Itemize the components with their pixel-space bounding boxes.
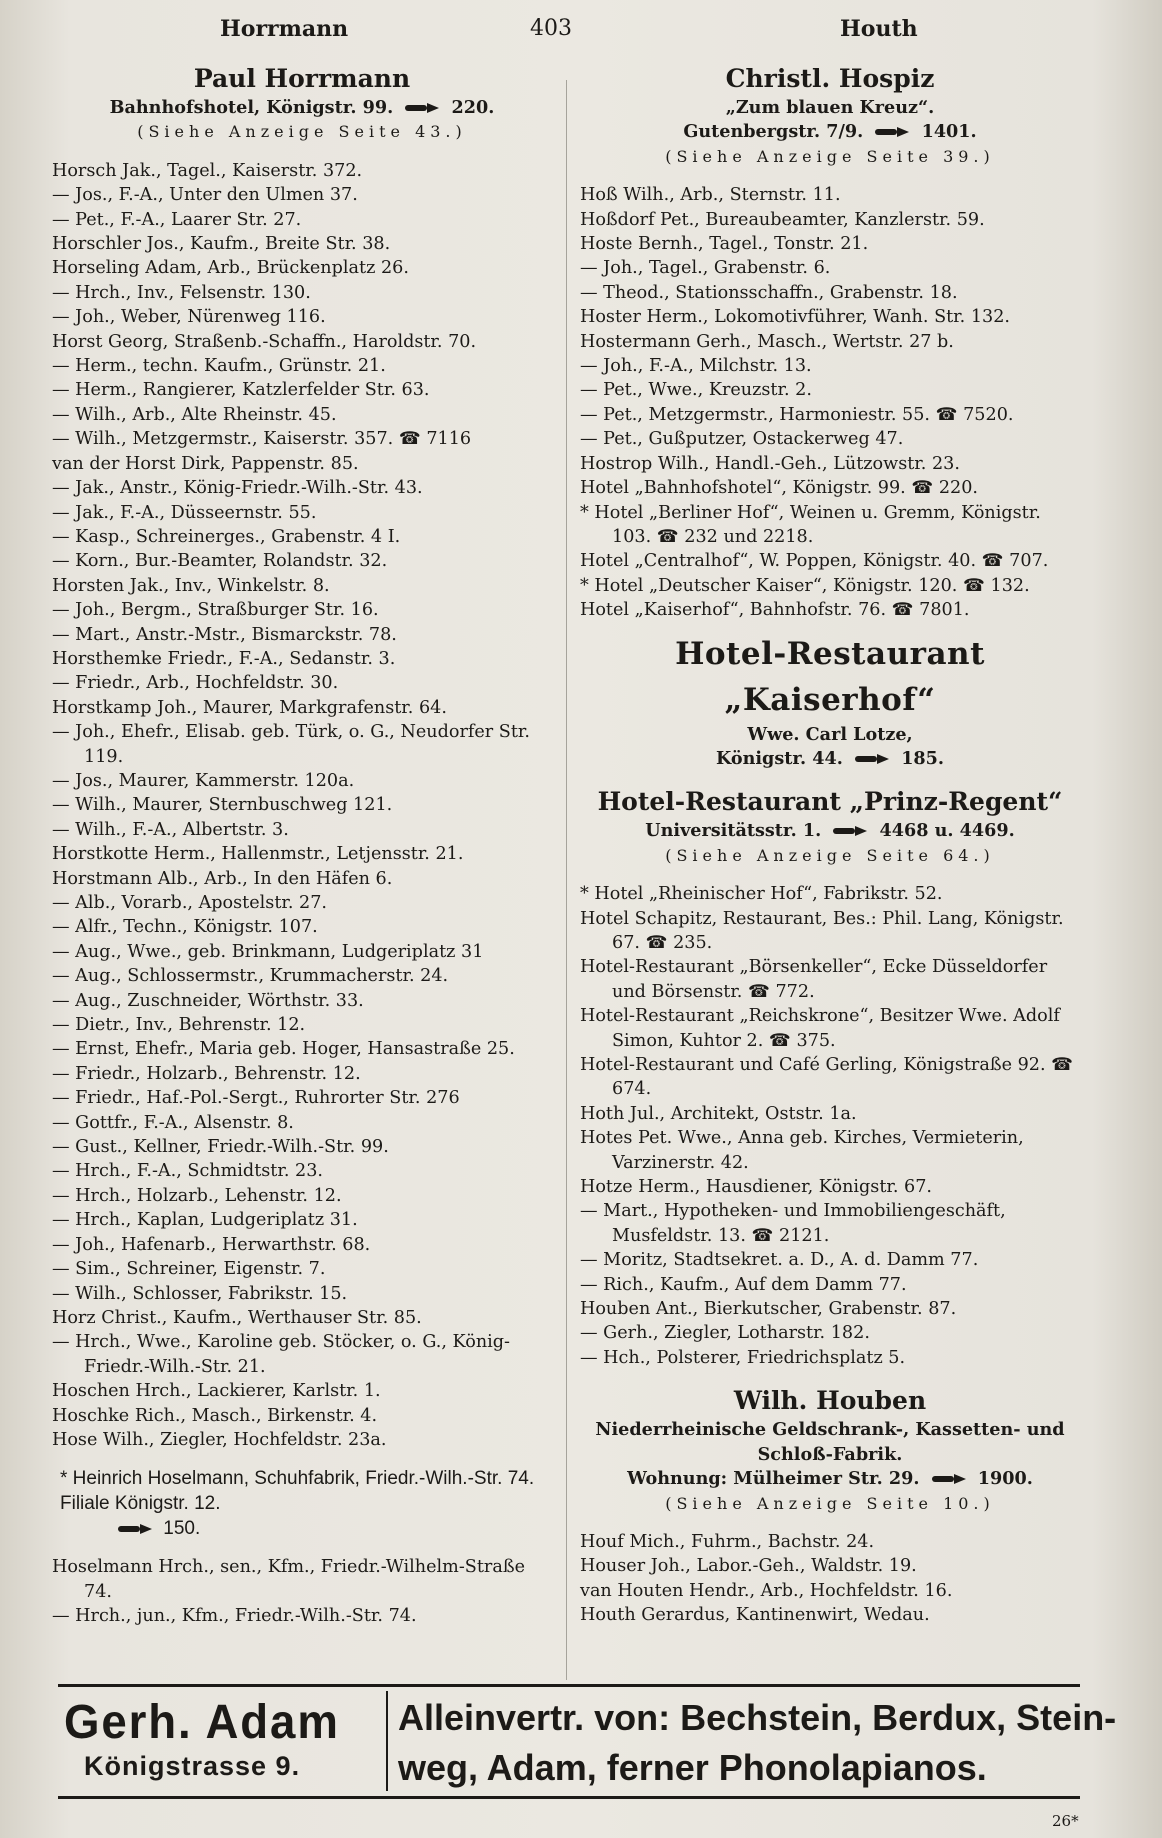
directory-entry: Horsten Jak., Inv., Winkelstr. 8. <box>52 575 330 596</box>
directory-entry: — Pet., Metzgermstr., Harmoniestr. 55. ☎ 7520. <box>580 404 1014 425</box>
footer-line-1: Alleinvertr. von: Bechstein, Berdux, Stein- <box>398 1697 1117 1738</box>
directory-entry: * Hotel „Rheinischer Hof“, Fabrikstr. 52. <box>580 884 943 905</box>
directory-entry: — Joh., Tagel., Grabenstr. 6. <box>580 258 831 279</box>
directory-entry: — Jos., F.-A., Unter den Ulmen 37. <box>52 185 358 206</box>
directory-entry: — Jak., Anstr., König-Friedr.-Wilh.-Str. 43. <box>52 478 423 499</box>
ad-line <box>52 96 552 120</box>
directory-entry: — Hrch., Kaplan, Ludgeriplatz 31. <box>52 1210 358 1231</box>
footer-address: Königstrasse 9. <box>84 1751 301 1781</box>
ad-line <box>580 747 1080 771</box>
spacer <box>52 145 552 159</box>
telephone-icon <box>875 127 909 137</box>
directory-entry: — Rich., Kaufm., Auf dem Damm 77. <box>580 1274 907 1295</box>
directory-entry: Houth Gerardus, Kantinenwirt, Wedau. <box>580 1605 930 1626</box>
ad-reference: (Siehe Anzeige Seite 43.) <box>137 122 467 142</box>
directory-entry: — Wilh., Arb., Alte Rheinstr. 45. <box>52 404 337 425</box>
directory-entry: van Houten Hendr., Arb., Hochfeldstr. 16. <box>580 1580 953 1601</box>
directory-entry: — Dietr., Inv., Behrenstr. 12. <box>52 1015 306 1036</box>
header-left-keyword: Horrmann <box>220 16 349 42</box>
ad-phone: 185. <box>901 747 945 769</box>
directory-entry: — Gerh., Ziegler, Lotharstr. 182. <box>580 1323 870 1344</box>
telephone-icon <box>932 1474 966 1484</box>
directory-entry: Houben Ant., Bierkutscher, Grabenstr. 87. <box>580 1299 957 1320</box>
ad-address: Universitätsstr. 1. <box>645 820 822 842</box>
ad-title: Paul Horrmann <box>193 64 411 93</box>
telephone-icon <box>118 1524 152 1534</box>
directory-entry: — Pet., Wwe., Kreuzstr. 2. <box>580 380 812 401</box>
entry-list <box>52 1555 552 1628</box>
right-column <box>580 62 1080 1628</box>
directory-entry: Hoselmann Hrch., sen., Kfm., Friedr.-Wilhelm-Straße 74. <box>52 1557 525 1602</box>
ad-line <box>580 120 1080 144</box>
ad-hospiz <box>580 62 1080 169</box>
directory-entry: Horschler Jos., Kaufm., Breite Str. 38. <box>52 234 391 255</box>
column-divider <box>566 80 567 1680</box>
ad-title: Hotel-Restaurant „Kaiserhof“ <box>675 635 985 718</box>
footer-separator <box>386 1691 388 1791</box>
footer-line-2: weg, Adam, ferner Phonolapianos. <box>398 1747 987 1788</box>
spacer <box>580 1516 1080 1530</box>
ad-kaiserhof <box>580 631 1080 772</box>
entry-list <box>580 882 1080 1370</box>
directory-entry: Horseling Adam, Arb., Brückenplatz 26. <box>52 258 409 279</box>
directory-entry: Hotes Pet. Wwe., Anna geb. Kirches, Vermieterin, Varzinerstr. 42. <box>580 1128 1024 1173</box>
header-right-keyword: Houth <box>840 16 918 42</box>
directory-entry: — Friedr., Holzarb., Behrenstr. 12. <box>52 1063 361 1084</box>
directory-entry: Hotel-Restaurant und Café Gerling, Königstraße 92. ☎ 674. <box>580 1055 1074 1100</box>
spacer <box>580 169 1080 183</box>
directory-entry: Houser Joh., Labor.-Geh., Waldstr. 19. <box>580 1556 917 1577</box>
directory-entry: Hoth Jul., Architekt, Oststr. 1a. <box>580 1103 857 1124</box>
directory-entry: Hoßdorf Pet., Bureaubeamter, Kanzlerstr. 59. <box>580 209 985 230</box>
ad-address: Wohnung: Mülheimer Str. 29. <box>627 1468 920 1490</box>
directory-entry: — Alb., Vorarb., Apostelstr. 27. <box>52 893 328 913</box>
directory-entry: — Herm., techn. Kaufm., Grünstr. 21. <box>52 356 386 377</box>
directory-entry: — Gottfr., F.-A., Alsenstr. 8. <box>52 1112 294 1133</box>
directory-entry: — Wilh., Maurer, Sternbuschweg 121. <box>52 795 393 816</box>
directory-entry: — Herm., Rangierer, Katzlerfelder Str. 63. <box>52 380 430 401</box>
ad-phone: 1401. <box>921 121 977 143</box>
directory-entry: Hoste Bernh., Tagel., Tonstr. 21. <box>580 234 869 255</box>
ad-phone-line <box>60 1516 552 1541</box>
directory-entry: — Wilh., Metzgermstr., Kaiserstr. 357. ☎ 7116 <box>52 429 472 450</box>
directory-entry: Hoß Wilh., Arb., Sternstr. 11. <box>580 185 841 206</box>
ad-phone: 1900. <box>977 1468 1033 1490</box>
directory-entry: Hotel Schapitz, Restaurant, Bes.: Phil. Lang, Königstr. 67. ☎ 235. <box>580 908 1064 953</box>
ad-line <box>580 1467 1080 1491</box>
directory-entry: — Gust., Kellner, Friedr.-Wilh.-Str. 99. <box>52 1137 389 1158</box>
ad-hoselmann <box>52 1466 552 1541</box>
directory-entry: — Ernst, Ehefr., Maria geb. Hoger, Hansastraße 25. <box>52 1039 515 1060</box>
directory-entry: — Aug., Zuschneider, Wörthstr. 33. <box>52 990 364 1011</box>
ad-reference: (Siehe Anzeige Seite 64.) <box>665 845 995 865</box>
spacer <box>580 1370 1080 1384</box>
directory-entry: — Joh., Ehefr., Elisab. geb. Türk, o. G., Neudorfer Str. 119. <box>52 722 530 767</box>
spacer <box>580 771 1080 785</box>
ad-phone: 4468 u. 4469. <box>879 820 1015 842</box>
ad-address: Gutenbergstr. 7/9. <box>683 121 864 143</box>
directory-entry: — Joh., Hafenarb., Herwarthstr. 68. <box>52 1234 371 1255</box>
directory-entry: — Moritz, Stadtsekret. a. D., A. d. Damm 77. <box>580 1250 979 1271</box>
directory-entry: — Friedr., Arb., Hochfeldstr. 30. <box>52 673 339 694</box>
ad-line: Wwe. Carl Lotze, <box>747 723 913 745</box>
directory-entry: — Wilh., Schlosser, Fabrikstr. 15. <box>52 1283 348 1304</box>
entry-list <box>580 1530 1080 1628</box>
ad-line: „Zum blauen Kreuz“. <box>725 97 935 118</box>
directory-entry: Hotel „Centralhof“, W. Poppen, Königstr. 40. ☎ 707. <box>580 551 1049 572</box>
directory-entry: — Joh., F.-A., Milchstr. 13. <box>580 356 812 377</box>
directory-entry: — Mart., Anstr.-Mstr., Bismarckstr. 78. <box>52 624 397 645</box>
directory-entry: Houf Mich., Fuhrm., Bachstr. 24. <box>580 1531 875 1552</box>
telephone-icon <box>405 103 439 113</box>
directory-entry: Hotel „Kaiserhof“, Bahnhofstr. 76. ☎ 7801. <box>580 600 970 621</box>
directory-entry: * Hotel „Deutscher Kaiser“, Königstr. 120. ☎ 132. <box>580 575 1030 596</box>
page-number: 403 <box>530 16 572 41</box>
directory-entry: * Hotel „Berliner Hof“, Weinen u. Gremm, Königstr. 103. ☎ 232 und 2218. <box>580 502 1041 547</box>
ad-prinz-regent <box>580 785 1080 868</box>
directory-entry: Hotel-Restaurant „Reichskrone“, Besitzer Wwe. Adolf Simon, Kuhtor 2. ☎ 375. <box>580 1006 1060 1051</box>
directory-entry: Horstkotte Herm., Hallenmstr., Letjensstr. 21. <box>52 844 464 865</box>
directory-entry: Horstkamp Joh., Maurer, Markgrafenstr. 64. <box>52 697 447 718</box>
ad-phone: 220. <box>451 97 495 118</box>
directory-entry: — Alfr., Techn., Königstr. 107. <box>52 917 318 938</box>
directory-entry: — Joh., Bergm., Straßburger Str. 16. <box>52 600 379 621</box>
telephone-icon <box>855 754 889 764</box>
directory-entry: Hotel-Restaurant „Börsenkeller“, Ecke Düsseldorfer und Börsenstr. ☎ 772. <box>580 957 1048 1002</box>
directory-entry: — Hch., Polsterer, Friedrichsplatz 5. <box>580 1347 906 1368</box>
ad-title: Hotel-Restaurant „Prinz-Regent“ <box>597 787 1063 817</box>
directory-entry: Hoschen Hrch., Lackierer, Karlstr. 1. <box>52 1381 381 1402</box>
directory-entry: Horz Christ., Kaufm., Werthauser Str. 85. <box>52 1307 422 1328</box>
directory-entry: van der Horst Dirk, Pappenstr. 85. <box>52 453 359 474</box>
directory-entry: Hotze Herm., Hausdiener, Königstr. 67. <box>580 1177 933 1198</box>
entry-list <box>52 159 552 1453</box>
directory-entry: — Aug., Schlossermstr., Krummacherstr. 24. <box>52 966 449 987</box>
directory-entry: Horstmann Alb., Arb., In den Häfen 6. <box>52 868 393 889</box>
directory-entry: — Pet., Gußputzer, Ostackerweg 47. <box>580 429 904 450</box>
directory-entry: — Hrch., F.-A., Schmidtstr. 23. <box>52 1161 324 1182</box>
directory-entry: Horsthemke Friedr., F.-A., Sedanstr. 3. <box>52 648 396 669</box>
directory-entry: — Joh., Weber, Nürenweg 116. <box>52 307 326 328</box>
ad-reference: (Siehe Anzeige Seite 10.) <box>665 1493 995 1513</box>
ad-phone: 150. <box>163 1518 201 1540</box>
directory-entry: — Kasp., Schreinerges., Grabenstr. 4 I. <box>52 526 401 547</box>
directory-entry: — Hrch., Inv., Felsenstr. 130. <box>52 282 311 303</box>
ad-text: * Heinrich Hoselmann, Schuhfabrik, Friedr.-Wilh.-Str. 74. Filiale Königstr. 12. <box>60 1468 535 1515</box>
footer-advertisement <box>58 1684 1117 1799</box>
directory-entry: — Aug., Wwe., geb. Brinkmann, Ludgeriplatz 31 <box>52 941 484 962</box>
directory-entry: — Sim., Schreiner, Eigenstr. 7. <box>52 1259 326 1280</box>
directory-entry: Hose Wilh., Ziegler, Hochfeldstr. 23a. <box>52 1429 387 1450</box>
directory-entry: — Hrch., jun., Kfm., Friedr.-Wilh.-Str. 74. <box>52 1606 417 1627</box>
page-header <box>60 16 1102 52</box>
directory-entry: — Korn., Bur.-Beamter, Rolandstr. 32. <box>52 551 388 572</box>
ad-address: Bahnhofshotel, Königstr. 99. <box>109 97 394 118</box>
ad-houben <box>580 1384 1080 1516</box>
directory-entry: — Theod., Stationsschaffn., Grabenstr. 18. <box>580 282 958 303</box>
ad-address: Königstr. 44. <box>715 747 843 769</box>
ad-reference: (Siehe Anzeige Seite 39.) <box>665 146 995 166</box>
directory-entry: Hostermann Gerh., Masch., Wertstr. 27 b. <box>580 331 954 352</box>
spacer <box>52 1541 552 1555</box>
ad-line: Niederrheinische Geldschrank-, Kassetten- und Schloß-Fabrik. <box>595 1419 1065 1465</box>
entry-list <box>580 183 1080 622</box>
spacer <box>580 623 1080 631</box>
ad-title: Christl. Hospiz <box>725 64 935 93</box>
directory-entry: — Friedr., Haf.-Pol.-Sergt., Ruhrorter Str. 276 <box>52 1088 460 1109</box>
directory-entry: — Pet., F.-A., Laarer Str. 27. <box>52 209 302 230</box>
directory-entry: Hostrop Wilh., Handl.-Geh., Lützowstr. 23. <box>580 453 960 474</box>
ad-line <box>580 819 1080 843</box>
directory-entry: — Hrch., Wwe., Karoline geb. Stöcker, o. G., König-Friedr.-Wilh.-Str. 21. <box>52 1332 510 1377</box>
directory-entry: Hoschke Rich., Masch., Birkenstr. 4. <box>52 1405 378 1426</box>
directory-entry: — Jak., F.-A., Düsseernstr. 55. <box>52 502 317 523</box>
spacer <box>580 868 1080 882</box>
directory-entry: — Wilh., F.-A., Albertstr. 3. <box>52 819 289 840</box>
telephone-icon <box>833 826 867 836</box>
ad-horrmann <box>52 62 552 145</box>
ad-title: Wilh. Houben <box>733 1386 927 1416</box>
footer-brand: Gerh. Adam <box>64 1696 340 1749</box>
directory-entry: Hotel „Bahnhofshotel“, Königstr. 99. ☎ 220. <box>580 478 979 499</box>
directory-entry: — Jos., Maurer, Kammerstr. 120a. <box>52 770 355 791</box>
directory-entry: Horst Georg, Straßenb.-Schaffn., Haroldstr. 70. <box>52 331 477 352</box>
footer-rule <box>58 1796 1080 1799</box>
left-column <box>52 62 552 1629</box>
directory-entry: Horsch Jak., Tagel., Kaiserstr. 372. <box>52 160 363 181</box>
signature-mark: 26* <box>1052 1812 1079 1830</box>
spacer <box>52 1452 552 1466</box>
directory-entry: — Hrch., Holzarb., Lehenstr. 12. <box>52 1185 342 1206</box>
directory-entry: Hoster Herm., Lokomotivführer, Wanh. Str. 132. <box>580 307 1011 328</box>
directory-entry: — Mart., Hypotheken- und Immobiliengeschäft, Musfeldstr. 13. ☎ 2121. <box>580 1201 1006 1246</box>
